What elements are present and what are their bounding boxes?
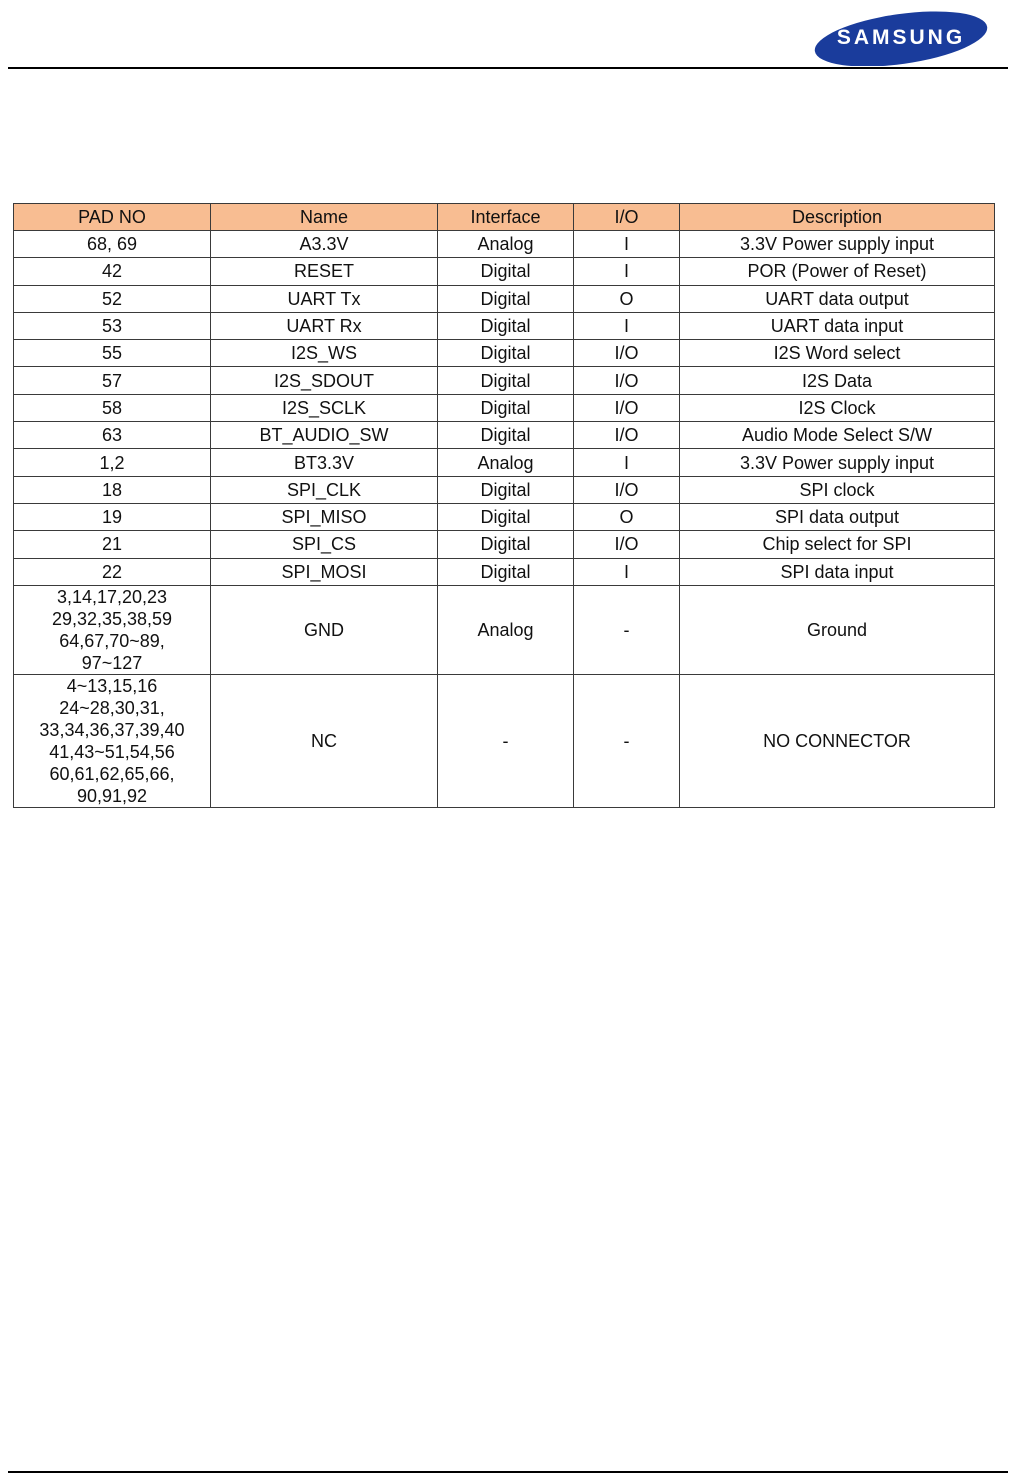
description-cell: SPI data output [680,503,995,530]
name-cell: UART Rx [211,312,438,339]
description-cell: 3.3V Power supply input [680,231,995,258]
description-cell: UART data input [680,312,995,339]
column-header-name: Name [211,204,438,231]
table-row [14,422,995,449]
name-cell: GND [211,585,438,674]
pad-no-cell: 18 [14,476,211,503]
name-cell: RESET [211,258,438,285]
interface-cell: Digital [438,531,574,558]
description-cell: SPI data input [680,558,995,585]
table-row [14,558,995,585]
interface-cell: Digital [438,285,574,312]
pad-table [13,203,995,808]
description-cell: SPI clock [680,476,995,503]
io-cell: I/O [574,340,680,367]
pad-no-cell: 3,14,17,20,23 29,32,35,38,59 64,67,70~89, 97~127 [14,585,211,674]
interface-cell: Analog [438,231,574,258]
io-cell: I/O [574,531,680,558]
io-cell: I/O [574,476,680,503]
description-cell: NO CONNECTOR [680,674,995,807]
interface-cell: Digital [438,394,574,421]
column-header-io: I/O [574,204,680,231]
name-cell: I2S_WS [211,340,438,367]
io-cell: - [574,674,680,807]
io-cell: I [574,312,680,339]
description-cell: POR (Power of Reset) [680,258,995,285]
name-cell: I2S_SCLK [211,394,438,421]
pad-no-cell: 4~13,15,16 24~28,30,31, 33,34,36,37,39,40 41,43~51,54,56 60,61,62,65,66, 90,91,92 [14,674,211,807]
io-cell: I [574,449,680,476]
description-cell: UART data output [680,285,995,312]
pad-no-cell: 58 [14,394,211,421]
name-cell: BT_AUDIO_SW [211,422,438,449]
description-cell: Ground [680,585,995,674]
table-row [14,674,995,807]
description-cell: 3.3V Power supply input [680,449,995,476]
name-cell: SPI_MOSI [211,558,438,585]
io-cell: I [574,231,680,258]
column-header-description: Description [680,204,995,231]
name-cell: BT3.3V [211,449,438,476]
table-row [14,312,995,339]
interface-cell: Digital [438,340,574,367]
pad-no-cell: 21 [14,531,211,558]
description-cell: I2S Word select [680,340,995,367]
table-row [14,476,995,503]
table-row [14,340,995,367]
pad-no-cell: 63 [14,422,211,449]
pad-no-cell: 68, 69 [14,231,211,258]
interface-cell: Digital [438,312,574,339]
interface-cell: Digital [438,476,574,503]
name-cell: UART Tx [211,285,438,312]
interface-cell: Digital [438,503,574,530]
interface-cell: Analog [438,585,574,674]
pad-no-cell: 42 [14,258,211,285]
table-row [14,258,995,285]
column-header-interface: Interface [438,204,574,231]
pad-no-cell: 53 [14,312,211,339]
description-cell: I2S Clock [680,394,995,421]
name-cell: SPI_CLK [211,476,438,503]
table-row [14,585,995,674]
io-cell: I/O [574,422,680,449]
column-header-pad-no: PAD NO [14,204,211,231]
io-cell: I/O [574,367,680,394]
io-cell: I [574,558,680,585]
table-row [14,531,995,558]
interface-cell: - [438,674,574,807]
table-row [14,231,995,258]
io-cell: - [574,585,680,674]
interface-cell: Analog [438,449,574,476]
footer-rule [8,1471,1008,1473]
samsung-logo [813,10,989,66]
io-cell: O [574,285,680,312]
name-cell: NC [211,674,438,807]
description-cell: I2S Data [680,367,995,394]
io-cell: I/O [574,394,680,421]
pad-no-cell: 57 [14,367,211,394]
description-cell: Chip select for SPI [680,531,995,558]
brand-wordmark: SAMSUNG [836,26,966,49]
interface-cell: Digital [438,422,574,449]
name-cell: I2S_SDOUT [211,367,438,394]
name-cell: SPI_CS [211,531,438,558]
description-cell: Audio Mode Select S/W [680,422,995,449]
table-row [14,394,995,421]
pad-no-cell: 22 [14,558,211,585]
io-cell: O [574,503,680,530]
table-row [14,449,995,476]
interface-cell: Digital [438,258,574,285]
table-header-row [14,204,995,231]
interface-cell: Digital [438,558,574,585]
table-row [14,503,995,530]
table-row [14,285,995,312]
header-rule [8,67,1008,69]
pad-no-cell: 55 [14,340,211,367]
io-cell: I [574,258,680,285]
name-cell: A3.3V [211,231,438,258]
table-row [14,367,995,394]
pad-no-cell: 52 [14,285,211,312]
pad-no-cell: 19 [14,503,211,530]
pad-no-cell: 1,2 [14,449,211,476]
name-cell: SPI_MISO [211,503,438,530]
interface-cell: Digital [438,367,574,394]
